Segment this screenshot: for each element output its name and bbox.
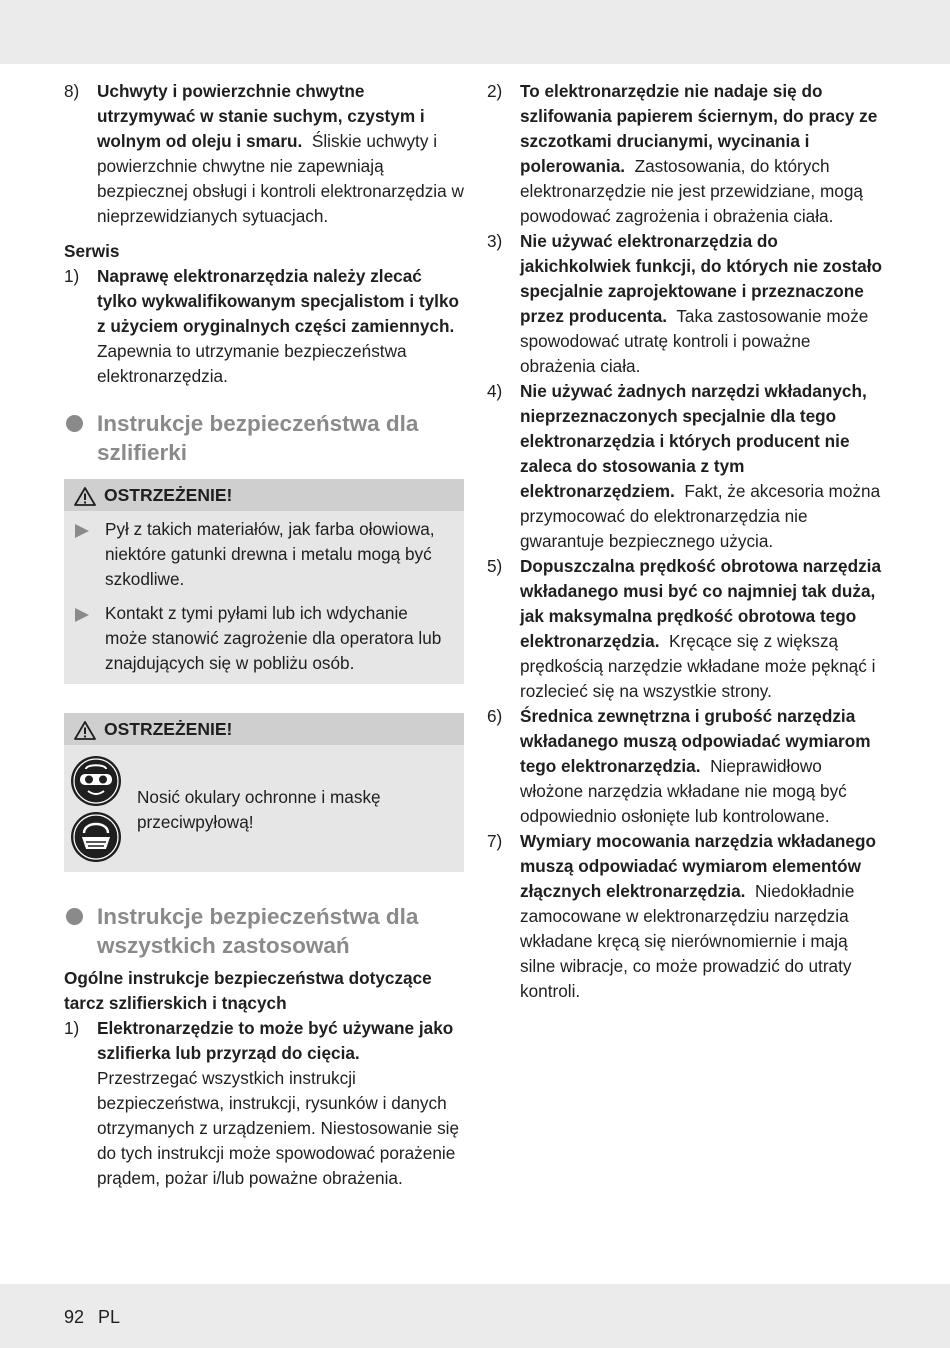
item-text: Kręcące się z większą prędkością narzędzie wkładane może pęknąć i rozlecieć się na wszystkie strony. [520,631,876,701]
item-text: Niedokładnie zamocowane w elektronarzędziu narzędzia wkładane kręcą się nierównomiernie i mają silne wibracje, co może prowadzić do utraty kontroli. [520,881,855,1001]
list-item [64,79,464,229]
item-bold-text: Średnica zewnętrzna i grubość narzędzia wkładanego muszą odpowiadać wymiarom tego elektronarzędzia. [520,706,871,776]
item-bold-text: Nie używać elektronarzędzia do jakichkolwiek funkcji, do których nie zostało specjalnie zaprojektowane i przeznaczone przez producenta. [520,231,882,326]
footer-band [0,1284,950,1348]
warning-header [64,713,464,745]
section-heading [64,902,464,960]
item-number: 2) [487,81,503,101]
warning-bullet [64,601,464,676]
item-number: 3) [487,231,503,251]
list-item [487,829,887,1004]
item-bold-text: Elektronarzędzie to może być używane jako szlifierka lub przyrząd do cięcia. [97,1018,454,1063]
item-number: 1) [64,266,80,286]
item-number: 8) [64,81,80,101]
list-item [487,704,887,829]
warning-box [64,713,464,872]
list-item [487,379,887,554]
item-number: 6) [487,706,503,726]
section-heading-text: Instrukcje bezpieczeństwa dla szlifierki [97,411,419,465]
item-number: 4) [487,381,503,401]
item-bold-text: Naprawę elektronarzędzia należy zlecać tylko wykwalifikowanym specjalistom i tylko z użyciem oryginalnych części zamiennych. [97,266,460,336]
page-footer [64,1305,134,1329]
section-heading [64,409,464,467]
warning-bullet-text: Kontakt z tymi pyłami lub ich wdychanie może stanowić zagrożenie dla operatora lub znajdujących się w pobliżu osób. [105,603,442,673]
left-column [64,79,464,1191]
list-item [487,229,887,379]
item-text: Fakt, że akcesoria można przymocować do elektronarzędzia nie gwarantuje bezpiecznego użycia. [520,481,881,551]
list-item [64,1016,464,1191]
warning-title: OSTRZEŻENIE! [104,485,233,505]
section-heading-text: Instrukcje bezpieczeństwa dla wszystkich zastosowań [97,904,419,958]
arrow-bullet-icon [75,608,89,622]
language-code: PL [98,1307,121,1327]
item-text: Przestrzegać wszystkich instrukcji bezpieczeństwa, instrukcji, rysunków i danych otrzymanych z urządzeniem. Niestosowanie się do tych instrukcji może spowodować porażenie prądem, pożar i/lub poważne obrażenia. [97,1068,460,1188]
arrow-bullet-icon [75,524,89,538]
item-text: Śliskie uchwyty i powierzchnie chwytne nie zapewniają bezpiecznej obsługi i kontroli elektronarzędzia w nieprzewidzianych sytuacjach. [97,131,464,226]
warning-bullet [64,517,464,592]
item-number: 5) [487,556,503,576]
item-bold-text: To elektronarzędzie nie nadaje się do szlifowania papierem ściernym, do pracy ze szczotkami drucianymi, wycinania i polerowania. [520,81,878,176]
warning-title: OSTRZEŻENIE! [104,719,233,739]
warning-triangle-icon [74,721,96,740]
warning-box [64,479,464,684]
item-bold-text: Uchwyty i powierzchnie chwytne utrzymywać w stanie suchym, czystym i wolnym od oleju i smaru. [97,81,425,151]
warning-header [64,479,464,511]
item-number: 1) [64,1018,80,1038]
item-number: 7) [487,831,503,851]
ppe-row [64,745,464,872]
section-subheading: Ogólne instrukcje bezpieczeństwa dotyczące tarcz szlifierskich i tnących [64,968,432,1013]
item-bold-text: Nie używać żadnych narzędzi wkładanych, nieprzeznaczonych specjalnie dla tego elektronarzędzia i których producent nie zaleca do stosowania z tym elektronarzędziem. [520,381,867,501]
bullet-dot-icon [66,415,83,432]
item-text: Nieprawidłowo włożone narzędzia wkładane nie mogą być odpowiednio osłonięte lub kontrolowane. [520,756,847,826]
warning-text: Nosić okulary ochronne i maskę przeciwpyłową! [137,787,381,832]
dust-mask-icon [70,811,122,863]
right-column [487,79,887,1004]
list-item [487,79,887,229]
safety-goggles-icon [70,755,122,807]
warning-triangle-icon [74,487,96,506]
section-subheading: Serwis [64,241,120,261]
item-bold-text: Wymiary mocowania narzędzia wkładanego muszą odpowiadać wymiarom elementów złącznych elektronarzędzia. [520,831,876,901]
item-text: Zapewnia to utrzymanie bezpieczeństwa elektronarzędzia. [97,341,407,386]
page-number: 92 [64,1307,85,1327]
list-item [487,554,887,704]
warning-bullet-text: Pył z takich materiałów, jak farba ołowiowa, niektóre gatunki drewna i metalu mogą być szkodliwe. [105,519,435,589]
item-bold-text: Dopuszczalna prędkość obrotowa narzędzia wkładanego musi być co najmniej tak duża, jak maksymalna prędkość obrotowa tego elektronarzędzia. [520,556,882,651]
item-text: Taka zastosowanie może spowodować utratę kontroli i poważne obrażenia ciała. [520,306,869,376]
list-item [64,264,464,389]
header-band [0,0,950,64]
item-text: Zastosowania, do których elektronarzędzie nie jest przewidziane, mogą powodować zagrożenia i obrażenia ciała. [520,156,863,226]
bullet-dot-icon [66,908,83,925]
